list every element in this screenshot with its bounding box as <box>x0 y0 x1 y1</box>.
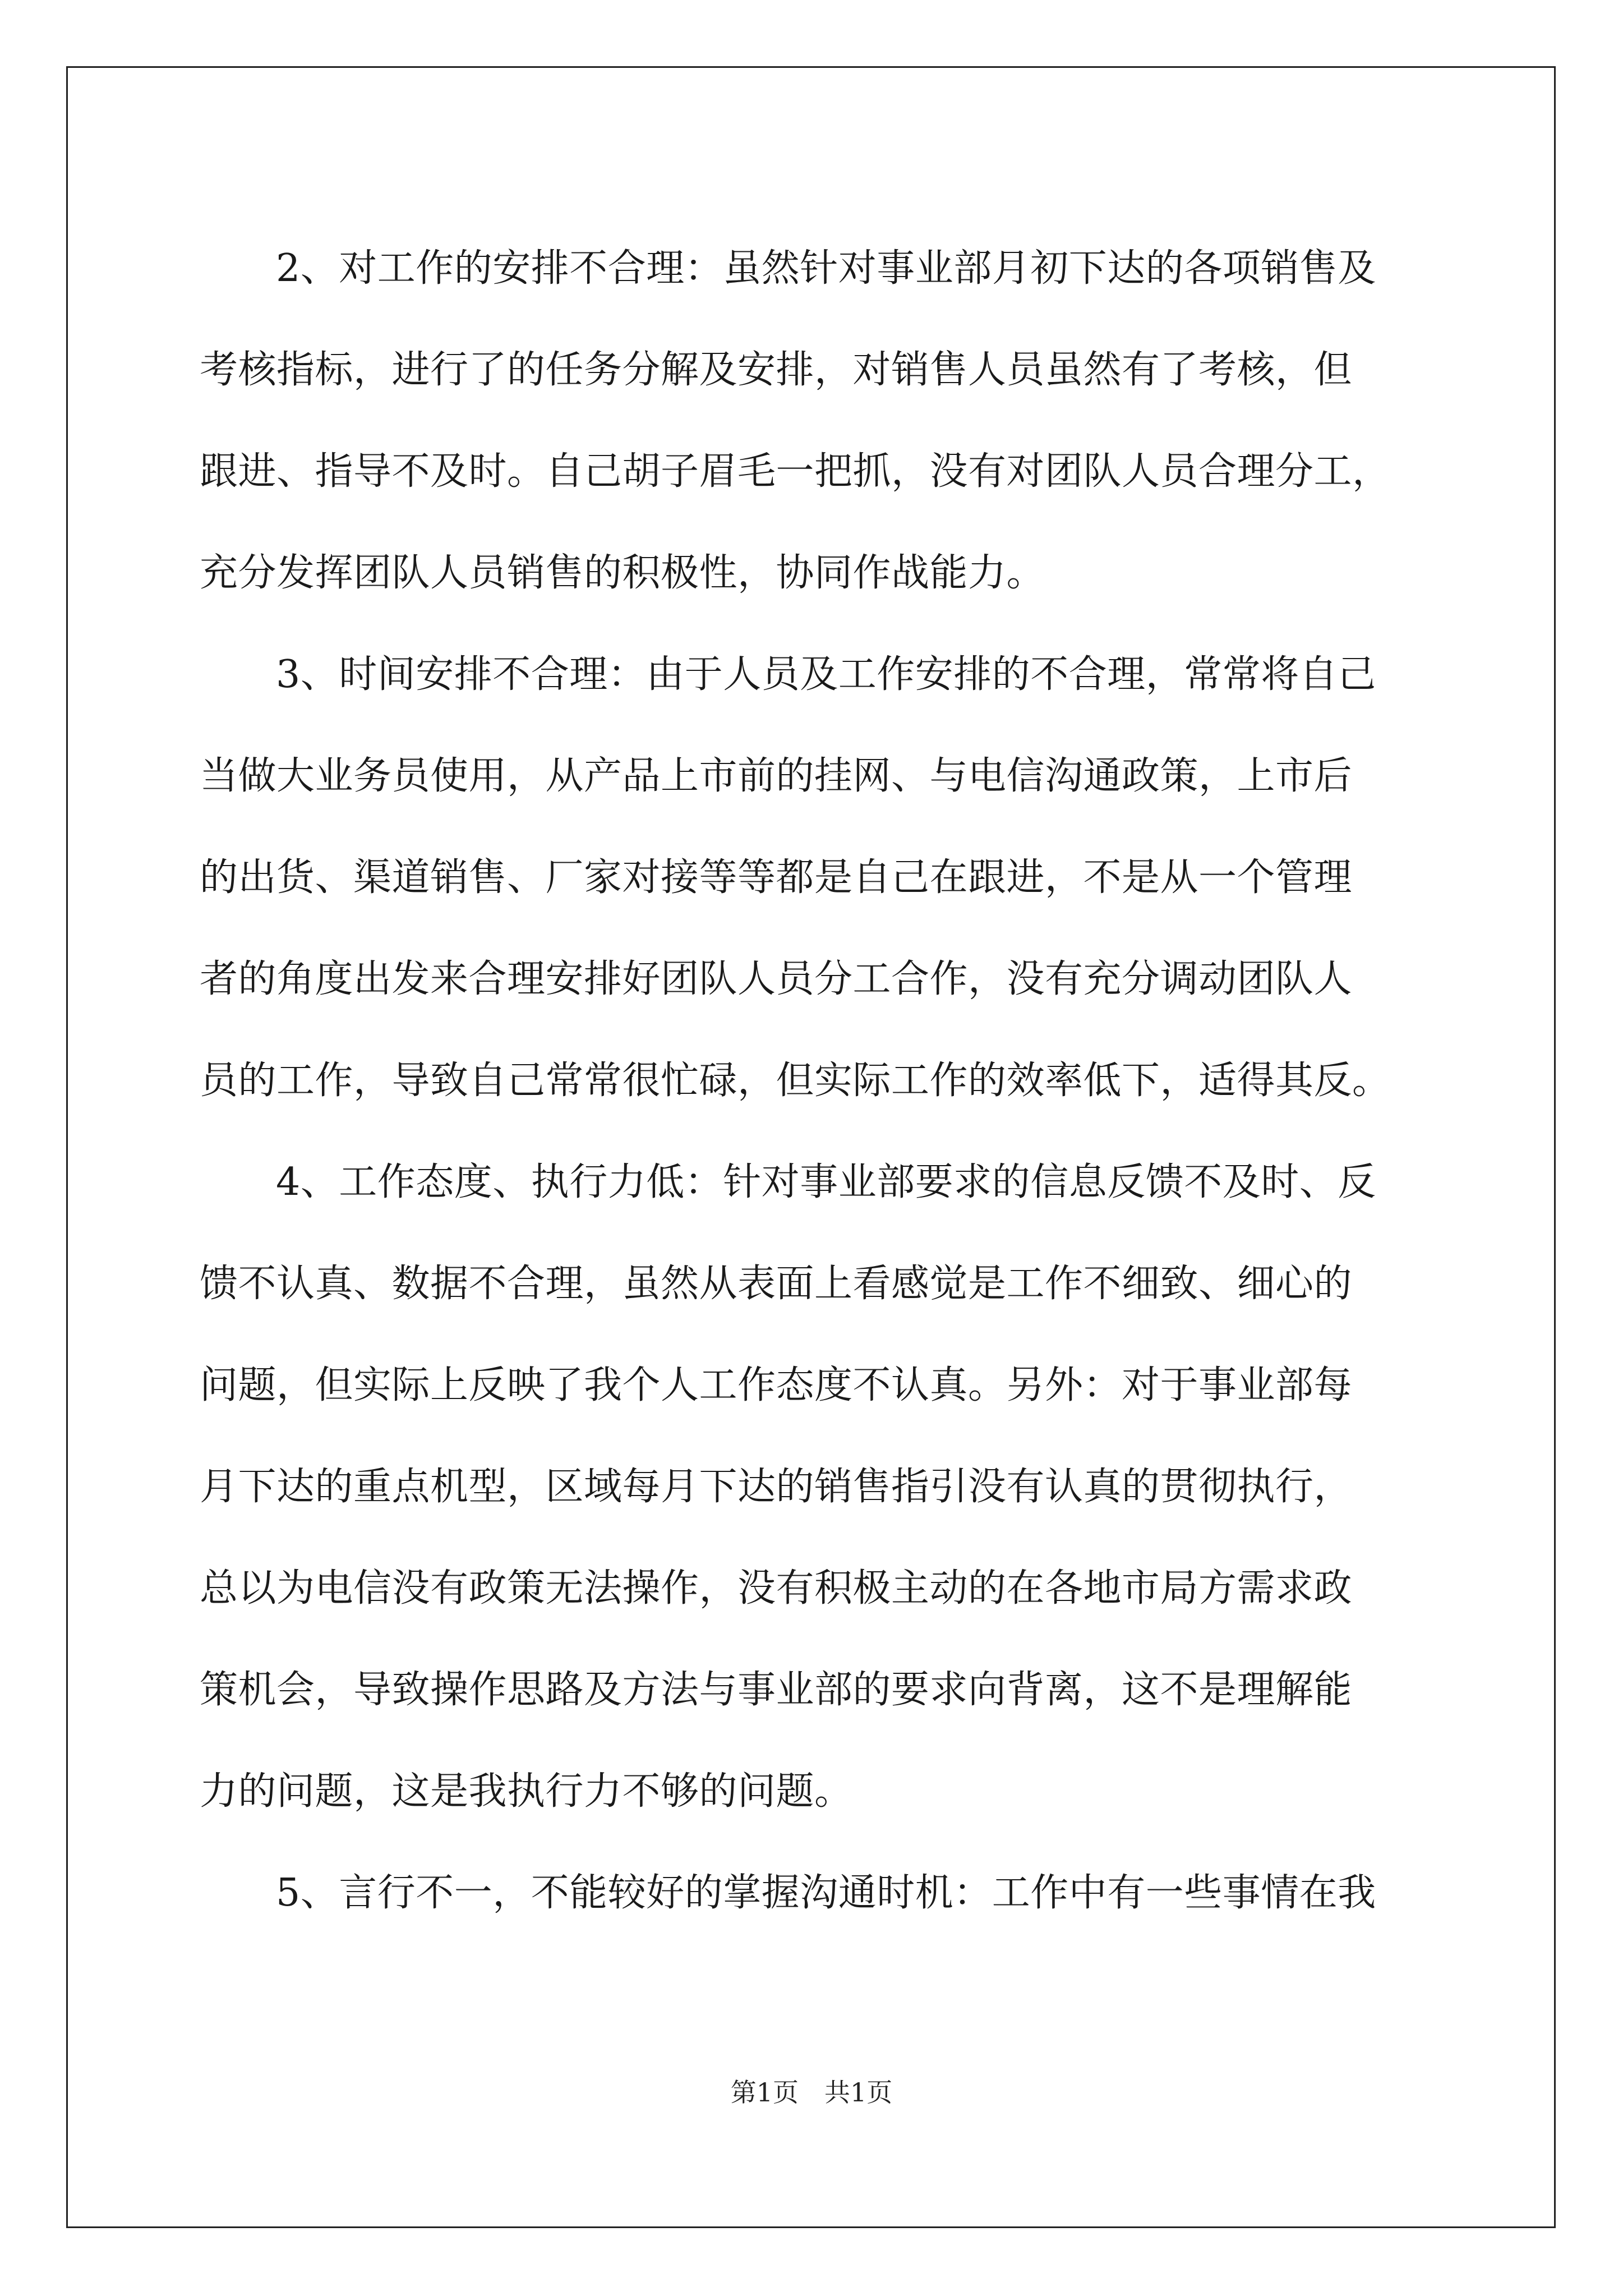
document-body <box>200 218 1433 1944</box>
text-line: 问题，但实际上反映了我个人工作态度不认真。另外：对于事业部每 <box>200 1363 1353 1407</box>
text-line: 总以为电信没有政策无法操作，没有积极主动的在各地市局方需求政 <box>200 1566 1353 1611</box>
text-line: 员的工作，导致自己常常很忙碌，但实际工作的效率低下，适得其反。 <box>200 1059 1391 1103</box>
text-line: 2、对工作的安排不合理：虽然针对事业部月初下达的各项销售及 <box>276 246 1376 291</box>
text-line: 3、时间安排不合理：由于人员及工作安排的不合理，常常将自己 <box>276 652 1376 697</box>
total-pages-label: 共1页 <box>824 2077 893 2108</box>
current-page-label: 第1页 <box>730 2077 799 2108</box>
text-line: 月下达的重点机型，区域每月下达的销售指引没有认真的贯彻执行， <box>200 1465 1353 1509</box>
text-line: 策机会，导致操作思路及方法与事业部的要求向背离，这不是理解能 <box>200 1668 1353 1712</box>
text-line: 力的问题，这是我执行力不够的问题。 <box>200 1769 853 1814</box>
text-line: 馈不认真、数据不合理，虽然从表面上看感觉是工作不细致、细心的 <box>200 1262 1353 1306</box>
page-footer <box>0 2076 1623 2109</box>
text-line: 考核指标，进行了的任务分解及安排，对销售人员虽然有了考核，但 <box>200 348 1353 392</box>
text-line: 者的角度出发来合理安排好团队人员分工合作，没有充分调动团队人 <box>200 957 1353 1001</box>
text-line: 当做大业务员使用，从产品上市前的挂网、与电信沟通政策，上市后 <box>200 754 1353 798</box>
text-line: 充分发挥团队人员销售的积极性，协同作战能力。 <box>200 551 1045 595</box>
text-line: 4、工作态度、执行力低：针对事业部要求的信息反馈不及时、反 <box>276 1160 1376 1204</box>
text-line: 5、言行不一，不能较好的掌握沟通时机：工作中有一些事情在我 <box>276 1871 1376 1915</box>
text-line: 跟进、指导不及时。自己胡子眉毛一把抓，没有对团队人员合理分工， <box>200 449 1391 494</box>
text-line: 的出货、渠道销售、厂家对接等等都是自己在跟进，不是从一个管理 <box>200 855 1353 900</box>
